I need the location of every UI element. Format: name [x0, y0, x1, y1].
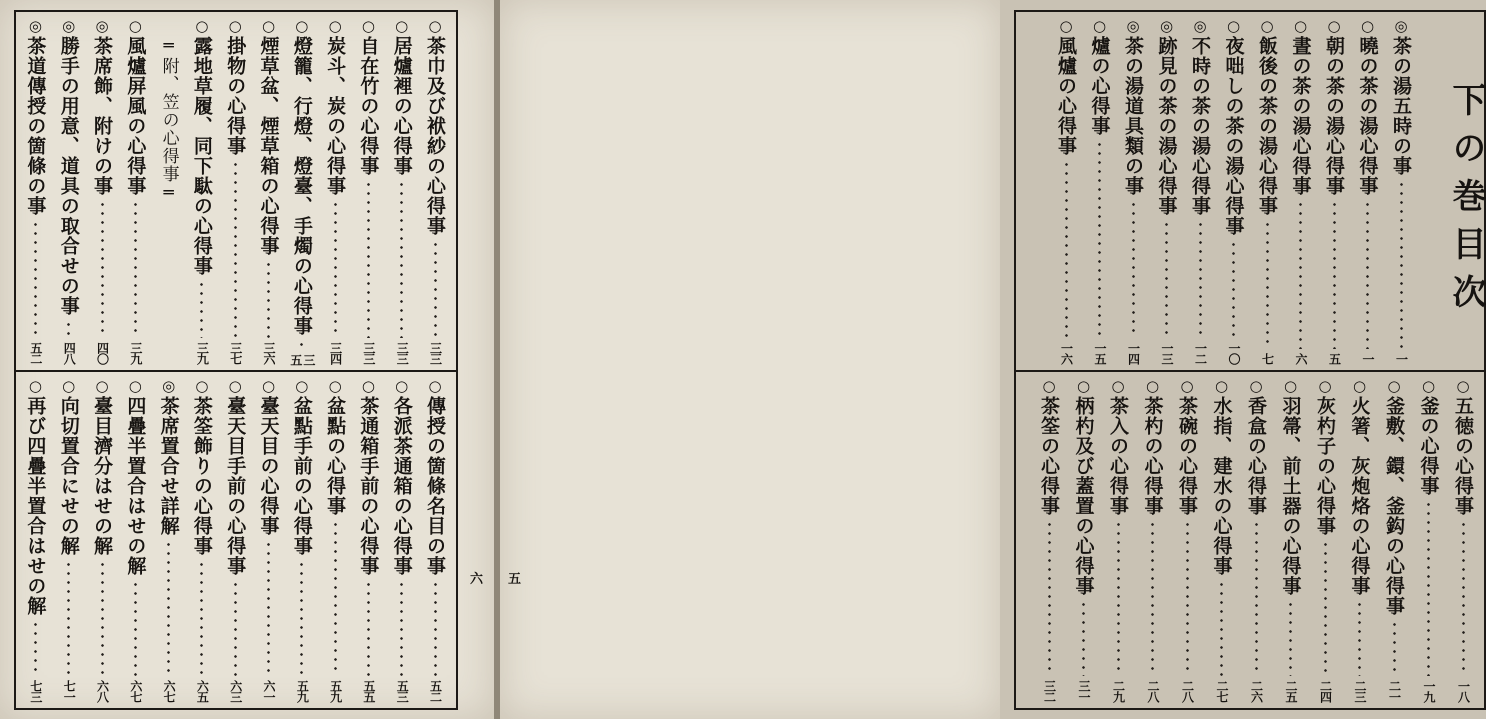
toc-entry — [20, 378, 50, 702]
bullet-mark: ◎ — [162, 377, 176, 395]
toc-entry — [220, 18, 250, 364]
page-number: 三九 — [195, 342, 210, 364]
toc-entry — [87, 18, 117, 364]
bullet-mark: ○ — [295, 17, 309, 35]
entry-title: 風爐屏風の心得事 — [124, 36, 147, 196]
page-number: 三一 — [1077, 680, 1091, 702]
page-number: 五九 — [328, 680, 343, 702]
toc-entry — [1085, 18, 1115, 364]
bullet-mark: ○ — [361, 17, 375, 35]
bullet-mark: ○ — [1092, 17, 1107, 35]
toc-entry — [287, 378, 317, 702]
page-number: 一 — [1394, 353, 1409, 364]
dot-leader — [400, 580, 403, 676]
bullet-mark: ◎ — [62, 17, 76, 35]
page-number: 六七 — [162, 680, 177, 702]
bullet-mark: ○ — [1249, 377, 1263, 395]
bullet-mark: ◎ — [28, 17, 42, 35]
entry-title: 火箸、灰炮烙の心得事 — [1348, 396, 1371, 596]
entry-title: 臺天目の心得事 — [257, 396, 280, 536]
entry-title: 四疊半置合はせの解 — [124, 396, 147, 576]
entry-title: 茶の湯五時の事 — [1390, 36, 1412, 176]
dot-leader — [134, 580, 137, 676]
entry-title: 臺天目手前の心得事 — [224, 396, 247, 576]
toc-entry — [287, 18, 317, 364]
bullet-mark: ○ — [1059, 17, 1073, 35]
bullet-mark: ◎ — [1394, 17, 1408, 35]
toc-entry — [1152, 18, 1182, 364]
dot-leader — [1151, 520, 1154, 676]
dot-leader — [101, 200, 104, 338]
toc-entry — [1069, 378, 1099, 702]
bullet-mark: ○ — [428, 17, 442, 35]
page-number: 七 — [1260, 353, 1275, 364]
bullet-mark: ◎ — [1126, 17, 1140, 35]
page-number: 六 — [1294, 353, 1308, 364]
entry-title: 水指、建水の心得事 — [1210, 396, 1233, 576]
dot-leader — [200, 280, 203, 338]
page-number: 三三 — [361, 342, 376, 364]
dot-leader — [134, 200, 137, 338]
toc-entry — [1118, 18, 1148, 364]
toc-entry — [1379, 378, 1409, 702]
toc-entry — [1345, 378, 1375, 702]
entry-title: 夜咄しの茶の湯心得事 — [1222, 36, 1245, 236]
page-number: 二八 — [1180, 680, 1195, 702]
left-bottom-panel — [16, 372, 456, 708]
page-number: 四八 — [62, 342, 77, 364]
toc-entry — [420, 378, 450, 702]
page-number: 五三 — [395, 680, 410, 702]
bullet-mark: ○ — [1327, 17, 1341, 35]
toc-entry — [220, 378, 250, 702]
toc-entry — [254, 378, 284, 702]
toc-entry — [20, 18, 50, 364]
page-number: 二五 — [1284, 680, 1298, 702]
dot-leader — [67, 560, 70, 676]
entry-title: 香盒の心得事 — [1245, 396, 1267, 516]
dot-leader — [101, 560, 104, 676]
entry-title: 茶席飾、附けの事 — [91, 36, 113, 196]
toc-entry — [1286, 18, 1316, 364]
toc-entry — [1414, 378, 1444, 702]
entry-title: 茶筌飾りの心得事 — [190, 396, 213, 556]
bullet-mark: ○ — [195, 377, 209, 395]
dot-leader — [267, 540, 270, 676]
entry-title: 各派茶通箱の心得事 — [390, 396, 413, 576]
dot-leader — [334, 200, 337, 338]
dot-leader — [1427, 500, 1430, 676]
bullet-mark: ○ — [261, 377, 276, 395]
page-number: 二七 — [1215, 680, 1229, 702]
entry-title: 茶入の心得事 — [1107, 396, 1129, 516]
dot-leader — [1048, 520, 1051, 676]
bullet-mark: ○ — [395, 377, 409, 395]
entry-title: 茶碗の心得事 — [1176, 396, 1198, 516]
entry-title: 飯後の茶の湯心得事 — [1256, 36, 1278, 216]
entry-title: 掛物の心得事 — [224, 36, 247, 156]
dot-leader — [1132, 200, 1135, 338]
page-number: 二六 — [1249, 680, 1264, 702]
toc-entry — [54, 378, 84, 702]
bullet-mark: ○ — [1214, 377, 1229, 395]
dot-leader — [1299, 200, 1302, 349]
page-number: 二三 — [1353, 680, 1367, 702]
dot-leader — [1255, 520, 1258, 676]
entry-title: 茶席置合せ詳解 — [157, 396, 180, 536]
toc-entry — [1185, 18, 1215, 364]
dot-leader — [1266, 220, 1269, 349]
toc-entry — [1207, 378, 1237, 702]
page-number: 三五 — [288, 354, 316, 365]
dot-leader — [300, 340, 303, 350]
toc-entry — [1103, 378, 1133, 702]
page-number: 三六 — [262, 342, 276, 364]
bullet-mark: ○ — [361, 377, 375, 395]
toc-entry — [1276, 378, 1306, 702]
entry-title: 曉の茶の湯心得事 — [1356, 36, 1379, 196]
left-top-panel — [16, 12, 456, 370]
page-number: 三三 — [428, 342, 443, 364]
dot-leader — [1400, 180, 1403, 349]
bullet-mark: ○ — [1145, 377, 1160, 395]
bullet-mark — [159, 18, 179, 34]
page-number: 一〇 — [1227, 342, 1241, 364]
entry-title: 煙草盆、煙草箱の心得事 — [257, 36, 280, 256]
toc-entry — [187, 378, 217, 702]
dot-leader — [1289, 600, 1292, 676]
bullet-mark: ○ — [428, 377, 442, 395]
page-number: 六八 — [95, 680, 110, 702]
bullet-mark: ○ — [1076, 377, 1091, 395]
page-number: 三四 — [328, 342, 343, 364]
toc-heading: 下の巻目次 — [1446, 82, 1486, 322]
entry-title: 燈籠、行燈、燈臺、手燭の心得事 — [290, 36, 313, 336]
dot-leader — [1117, 520, 1120, 676]
dot-leader — [434, 580, 437, 676]
page-number: 五五 — [361, 680, 376, 702]
entry-title: 茶巾及び袱紗の心得事 — [424, 36, 446, 236]
bullet-mark: ○ — [1352, 377, 1367, 395]
bullet-mark: ◎ — [1193, 17, 1207, 35]
toc-entry — [320, 378, 350, 702]
right-toc-frame — [1014, 10, 1486, 710]
dot-leader — [1393, 620, 1396, 676]
entry-title: 勝手の用意、道具の取合せの事 — [57, 36, 80, 316]
toc-entry — [1138, 378, 1168, 702]
dot-leader — [1098, 140, 1101, 338]
bullet-mark: ○ — [95, 377, 109, 395]
left-folio: 六 — [470, 572, 484, 587]
entry-title: 不時の茶の湯心得事 — [1189, 36, 1211, 216]
page-number: 三九 — [128, 342, 143, 364]
toc-entry — [87, 378, 117, 702]
bullet-mark: ○ — [1293, 17, 1308, 35]
toc-entry — [353, 378, 383, 702]
page-number: 六五 — [195, 680, 210, 702]
bullet-mark: ○ — [228, 377, 242, 395]
entry-title: 跡見の茶の湯心得事 — [1155, 36, 1178, 216]
page-number: 五二 — [428, 680, 443, 702]
entry-title: ═附、笠の心得事═ — [158, 36, 179, 204]
entry-title: 盆點手前の心得事 — [290, 396, 313, 556]
bullet-mark: ○ — [328, 17, 342, 35]
toc-entry — [187, 18, 217, 364]
toc-entry — [1310, 378, 1340, 702]
entry-title: 茶道傳授の箇條の事 — [24, 36, 47, 216]
page-number: 六三 — [228, 680, 243, 702]
dot-leader — [1186, 520, 1189, 676]
entry-title: 茶杓の心得事 — [1141, 396, 1164, 516]
dot-leader — [1082, 600, 1085, 676]
dot-leader — [367, 580, 370, 676]
dot-leader — [34, 220, 37, 338]
dot-leader — [1333, 200, 1336, 349]
page-number: 三二 — [1042, 680, 1057, 702]
bullet-mark: ○ — [1360, 17, 1375, 35]
bullet-mark: ○ — [328, 377, 342, 395]
page-number: 四〇 — [95, 342, 110, 364]
dot-leader — [34, 620, 37, 676]
toc-entry — [1051, 18, 1081, 364]
bullet-mark: ○ — [1042, 377, 1056, 395]
page-number: 一四 — [1126, 342, 1141, 364]
bullet-mark: ○ — [28, 377, 42, 395]
toc-entry — [120, 18, 150, 364]
page-number: 六一 — [262, 680, 276, 702]
page-number: 七一 — [62, 680, 77, 702]
dot-leader — [167, 540, 170, 676]
page-number: 一六 — [1059, 342, 1074, 364]
bullet-mark: ○ — [228, 17, 242, 35]
toc-entry — [1448, 378, 1478, 702]
entry-title: 臺目濟分はせの解 — [91, 396, 113, 556]
bullet-mark: ◎ — [95, 17, 109, 35]
bullet-mark: ○ — [1421, 377, 1436, 395]
entry-title: 五徳の心得事 — [1452, 396, 1474, 516]
left-page — [0, 0, 494, 719]
entry-title: 朝の茶の湯心得事 — [1323, 36, 1345, 196]
dot-leader — [1232, 240, 1235, 338]
entry-title: 盆點の心得事 — [324, 396, 347, 516]
page-number: 二一 — [1387, 680, 1402, 702]
dot-leader — [1165, 220, 1168, 338]
toc-entry — [320, 18, 350, 364]
bullet-mark: ○ — [62, 377, 76, 395]
right-top-panel — [1016, 12, 1484, 370]
bullet-mark: ○ — [128, 17, 142, 35]
left-toc-frame — [14, 10, 458, 710]
bullet-mark: ○ — [1226, 17, 1241, 35]
toc-entry — [254, 18, 284, 364]
toc-entry — [387, 18, 417, 364]
page-number: 三三 — [395, 342, 410, 364]
page-number: 六七 — [128, 680, 143, 702]
right-bottom-panel — [1016, 372, 1484, 708]
page-number: 一三 — [1160, 342, 1174, 364]
dot-leader — [1366, 200, 1369, 349]
bullet-mark: ○ — [128, 377, 142, 395]
page-number: 一五 — [1093, 342, 1107, 364]
dot-leader — [400, 180, 403, 338]
dot-leader — [200, 560, 203, 676]
toc-entry — [120, 378, 150, 702]
page-number: 五二 — [28, 342, 43, 364]
bullet-mark: ○ — [1260, 17, 1274, 35]
page-number: 二四 — [1318, 680, 1333, 702]
entry-title: 炭斗、炭の心得事 — [324, 36, 347, 196]
entry-title: 茶筌の心得事 — [1038, 396, 1060, 516]
page-number: 二八 — [1146, 680, 1160, 702]
right-folio: 五 — [508, 572, 522, 587]
bullet-mark: ○ — [195, 17, 209, 35]
dot-leader — [300, 560, 303, 676]
entry-title: 釜敷、鐶、釜鈎の心得事 — [1383, 396, 1405, 616]
toc-entry — [54, 18, 84, 364]
dot-leader — [267, 260, 270, 338]
page-number: 一九 — [1422, 680, 1436, 702]
page-number: 五九 — [295, 680, 310, 702]
bullet-mark: ○ — [1180, 377, 1194, 395]
entry-title: 爐の心得事 — [1088, 36, 1111, 136]
dot-leader — [1199, 220, 1202, 338]
toc-entry — [1241, 378, 1271, 702]
bullet-mark: ○ — [261, 17, 276, 35]
entry-title: 居爐裡の心得事 — [390, 36, 413, 176]
entry-title: 向切置合にせの解 — [57, 396, 80, 556]
entry-title: 釜の心得事 — [1417, 396, 1440, 496]
dot-leader — [1324, 540, 1327, 676]
dot-leader — [367, 180, 370, 338]
toc-entry — [1353, 18, 1383, 364]
bullet-mark: ○ — [1111, 377, 1125, 395]
page-number: 一二 — [1193, 342, 1208, 364]
bullet-mark: ○ — [1318, 377, 1332, 395]
page-number: 二九 — [1111, 680, 1126, 702]
dot-leader — [234, 160, 237, 338]
bullet-mark: ○ — [295, 377, 309, 395]
toc-entry — [1319, 18, 1349, 364]
entry-title: 自在竹の心得事 — [357, 36, 380, 176]
toc-entry — [1219, 18, 1249, 364]
entry-title: 晝の茶の湯心得事 — [1289, 36, 1312, 196]
dot-leader — [434, 240, 437, 338]
dot-leader — [1065, 160, 1068, 338]
page-number: 一 — [1361, 353, 1375, 364]
entry-title: 再び四疊半置合はせの解 — [24, 396, 47, 616]
bullet-mark: ○ — [1283, 377, 1298, 395]
entry-title: 柄杓及び蓋置の心得事 — [1072, 396, 1095, 596]
toc-entry — [154, 378, 184, 702]
toc-entry — [420, 18, 450, 364]
dot-leader — [67, 320, 70, 338]
page-number: 七三 — [28, 680, 43, 702]
dot-leader — [234, 580, 237, 676]
entry-title: 灰杓子の心得事 — [1314, 396, 1336, 536]
toc-entry — [1172, 378, 1202, 702]
bullet-mark: ○ — [1387, 377, 1401, 395]
toc-entry — [1034, 378, 1064, 702]
toc-entry — [1252, 18, 1282, 364]
bullet-mark: ○ — [1456, 377, 1470, 395]
entry-title: 茶の湯道具類の事 — [1122, 36, 1144, 196]
dot-leader — [1462, 520, 1465, 676]
toc-entry — [1386, 18, 1416, 364]
entry-title: 傳授の箇條名目の事 — [424, 396, 446, 576]
toc-entry — [387, 378, 417, 702]
toc-entry — [353, 18, 383, 364]
entry-title: 羽箒、前土器の心得事 — [1279, 396, 1302, 596]
page-number: 三七 — [228, 342, 243, 364]
page-number: 五 — [1327, 353, 1342, 364]
right-page — [500, 0, 1486, 719]
bullet-mark: ◎ — [1159, 17, 1174, 35]
dot-leader — [334, 520, 337, 676]
entry-title: 露地草履、同下駄の心得事 — [190, 36, 213, 276]
entry-title: 風爐の心得事 — [1055, 36, 1077, 156]
page-number: 一八 — [1456, 680, 1471, 702]
dot-leader — [1220, 580, 1223, 676]
toc-entry — [154, 18, 184, 364]
dot-leader — [1358, 600, 1361, 676]
entry-title: 茶通箱手前の心得事 — [357, 396, 380, 576]
bullet-mark: ○ — [395, 17, 409, 35]
